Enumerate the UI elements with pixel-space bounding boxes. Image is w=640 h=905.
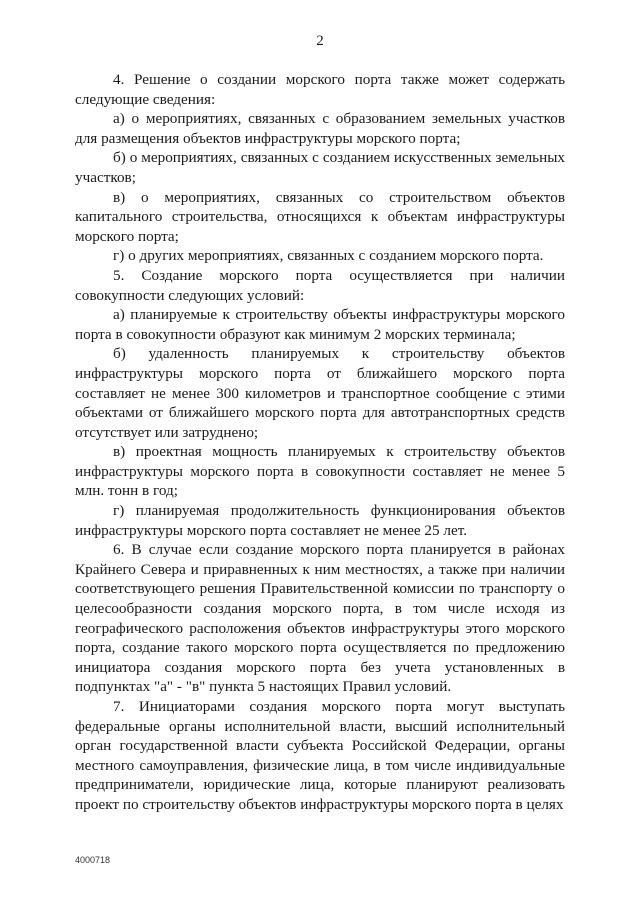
paragraph-5b: б) удаленность планируемых к строительству объектов инфраструктуры морского порта от ближайшего морского порта составляет не менее 300 километров и транспортное сообщение с этими объектами от ближайшего морского порта для автотранспортных средств отсутствует или затруднено;: [75, 345, 565, 441]
paragraph-4: 4. Решение о создании морского порта также может содержать следующие сведения:: [75, 71, 565, 108]
paragraph-5g: г) планируемая продолжительность функционирования объектов инфраструктуры морского порта составляет не менее 25 лет.: [75, 502, 565, 539]
paragraph-5: 5. Создание морского порта осуществляется при наличии совокупности следующих условий:: [75, 266, 565, 304]
paragraph-4b: б) о мероприятиях, связанных с созданием искусственных земельных участков;: [75, 149, 565, 186]
page-number: 2: [316, 33, 324, 49]
document-body: [75, 70, 565, 815]
paragraph-5v: в) проектная мощность планируемых к строительству объектов инфраструктуры морского порта в совокупности составляет не менее 5 млн. тонн в год;: [75, 443, 565, 500]
paragraph-4g: г) о других мероприятиях, связанных с созданием морского порта.: [113, 247, 544, 265]
paragraph-4a: а) о мероприятиях, связанных с образованием земельных участков для размещения объектов инфраструктуры морского порта;: [75, 110, 565, 147]
paragraph-5a: а) планируемые к строительству объекты инфраструктуры морского порта в совокупности образуют как минимум 2 морских терминала;: [75, 306, 565, 343]
paragraph-6: 6. В случае если создание морского порта планируется в районах Крайнего Севера и приравненных к ним местностях, а также при наличии соответствующего решения Правительственной комиссии по транспорту о целесообразности создания морского порта, в том числе исходя из географического расположения объектов инфраструктуры этого морского порта, создание такого морского порта осуществляется по предложению инициатора создания морского порта без учета установленных в подпунктах "а" - "в" пункта 5 настоящих Правил условий.: [75, 541, 565, 696]
paragraph-7: 7. Инициаторами создания морского порта могут выступать федеральные органы исполнительной власти, высший исполнительный орган государственной власти субъекта Российской Федерации, органы местного самоуправления, физические лица, в том числе индивидуальные предприниматели, юридические лица, которые планируют реализовать проект по строительству объектов инфраструктуры морского порта в целях: [75, 698, 565, 813]
document-code: 4000718: [75, 855, 111, 865]
paragraph-4v: в) о мероприятиях, связанных со строительством объектов капитального строительства, относящихся к объектам инфраструктуры морского порта;: [75, 188, 565, 245]
